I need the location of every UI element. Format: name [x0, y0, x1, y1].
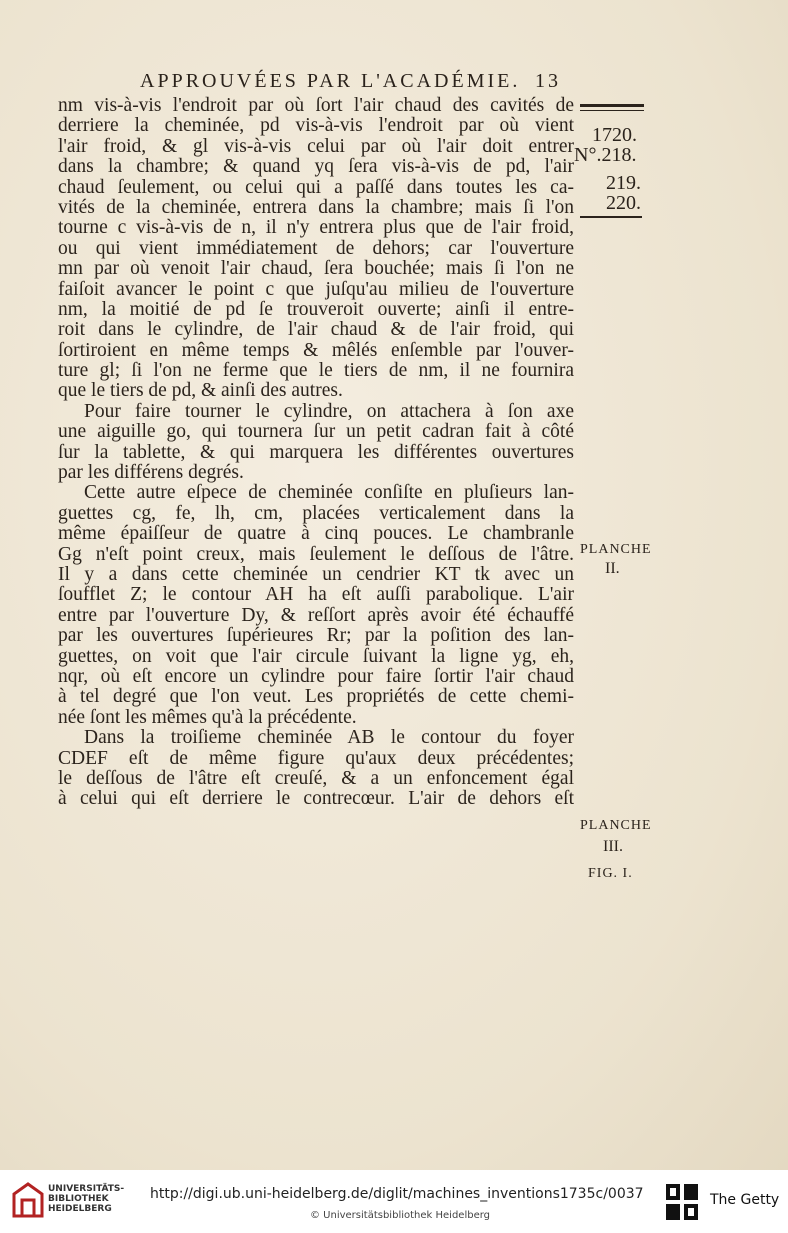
text-line: Il y a dans cette cheminée un cendrier KT tk avec un	[58, 564, 574, 585]
margin-rule-top-thin	[580, 110, 644, 111]
text-line: née ſont les mêmes qu'à la précédente.	[58, 707, 357, 728]
text-line: CDEF eſt de même figure qu'aux deux précédentes;	[58, 748, 574, 769]
text-line: nm, la moitié de pd ſe trouveroit ouverte; ainſi il entre-	[58, 299, 574, 320]
margin-219: 219.	[606, 172, 641, 194]
text-line: nqr, où eſt encore un cylindre pour faire ſortir l'air chaud	[58, 666, 574, 687]
margin-rule-top	[580, 104, 644, 107]
text-line: Gg n'eſt point creux, mais ſeulement le deſſous de l'âtre.	[58, 544, 574, 565]
text-line: le deſſous de l'âtre eſt creuſé, & a un enfoncement égal	[58, 768, 574, 789]
text-line: ſortiroient en même temps & mêlés enſemble par l'ouver-	[58, 340, 574, 361]
text-line: dans la chambre; & quand yq ſera vis-à-vis de pd, l'air	[58, 157, 574, 178]
university-logo-icon	[10, 1180, 46, 1220]
text-line: nm vis-à-vis l'endroit par où ſort l'air chaud des cavités de	[58, 96, 574, 116]
margin-planche-iii-label: PLANCHE	[580, 818, 652, 833]
text-line: tourne c vis-à-vis de n, il n'y entrera plus que de l'air froid,	[58, 218, 574, 239]
margin-220: 220.	[606, 192, 641, 214]
copyright-text: © Universitätsbibliothek Heidelberg	[310, 1210, 491, 1221]
text-line: guettes, on voit que l'air circule ſuivant la ligne yg, eh,	[58, 646, 574, 667]
text-line: roit dans le cylindre, de l'air chaud & de l'air froid, qui	[58, 320, 574, 341]
text-line: Pour faire tourner le cylindre, on attachera à ſon axe	[84, 401, 574, 422]
text-line: entre par l'ouverture Dy, & reſſort après avoir été échauffé	[58, 605, 574, 626]
text-line: que le tiers de pd, & ainſi des autres.	[58, 381, 343, 402]
text-line: même épaiſſeur de quatre à cinq pouces. Le chambranle	[58, 524, 574, 545]
footer-bar	[0, 1170, 788, 1233]
partner-name: The Getty	[710, 1192, 780, 1208]
page-number: 13	[535, 70, 561, 92]
source-url-link[interactable]: http://digi.ub.uni-heidelberg.de/diglit/machines_inventions1735c/0037	[150, 1186, 644, 1202]
body-text	[58, 96, 574, 810]
text-line: ou qui vient immédiatement de dehors; car l'ouverture	[58, 238, 574, 259]
institution-name: UNIVERSITÄTS- BIBLIOTHEK HEIDELBERG	[48, 1184, 125, 1214]
running-header	[140, 66, 560, 96]
text-line: par les ouvertures ſupérieures Rr; par la poſition des lan-	[58, 626, 574, 647]
text-line: à celui qui eſt derriere le contrecœur. L'air de dehors eſt	[58, 789, 574, 810]
margin-rule-bottom	[580, 216, 642, 218]
text-line: à tel degré que l'on veut. Les propriétés de cette chemi-	[58, 687, 574, 708]
margin-fig: FIG. I.	[588, 866, 633, 881]
text-line: Dans la troiſieme cheminée AB le contour du foyer	[84, 728, 574, 749]
margin-number: N°.218.	[574, 144, 637, 166]
text-line: ſur la tablette, & qui marquera les différentes ouvertures	[58, 442, 574, 463]
text-line: chaud ſeulement, ou celui qui a paſſé dans toutes les ca-	[58, 177, 574, 198]
text-line: ſoufflet Z; le contour AH ha eſt auſſi parabolique. L'air	[58, 585, 574, 606]
margin-planche-ii-label: PLANCHE	[580, 542, 652, 557]
text-line: guettes cg, fe, lh, cm, placées verticalement dans la	[58, 503, 574, 524]
text-line: ture gl; ſi l'on ne ferme que le tiers de nm, il ne fournira	[58, 361, 574, 382]
margin-year: 1720.	[592, 124, 637, 146]
text-line: mn par où venoit l'air chaud, ſera bouchée; mais ſi l'on ne	[58, 259, 574, 280]
margin-planche-iii-num: III.	[603, 838, 623, 855]
text-line: l'air froid, & gl vis-à-vis celui par où l'air doit entrer	[58, 136, 574, 157]
getty-logo-icon	[664, 1182, 700, 1222]
margin-planche-ii-num: II.	[605, 560, 620, 577]
text-line: Cette autre eſpece de cheminée conſiſte en pluſieurs lan-	[84, 483, 574, 504]
text-line: derriere la cheminée, pd vis-à-vis l'endroit par où vient	[58, 116, 574, 137]
text-line: faiſoit avancer le point c que juſqu'au milieu de l'ouverture	[58, 279, 574, 300]
running-title: APPROUVÉES PAR L'ACADÉMIE.	[140, 70, 521, 92]
text-line: par les différens degrés.	[58, 463, 244, 484]
text-line: une aiguille go, qui tournera ſur un petit cadran fait à côté	[58, 422, 574, 443]
text-line: vités de la cheminée, entrera dans la chambre; mais ſi l'on	[58, 197, 574, 218]
